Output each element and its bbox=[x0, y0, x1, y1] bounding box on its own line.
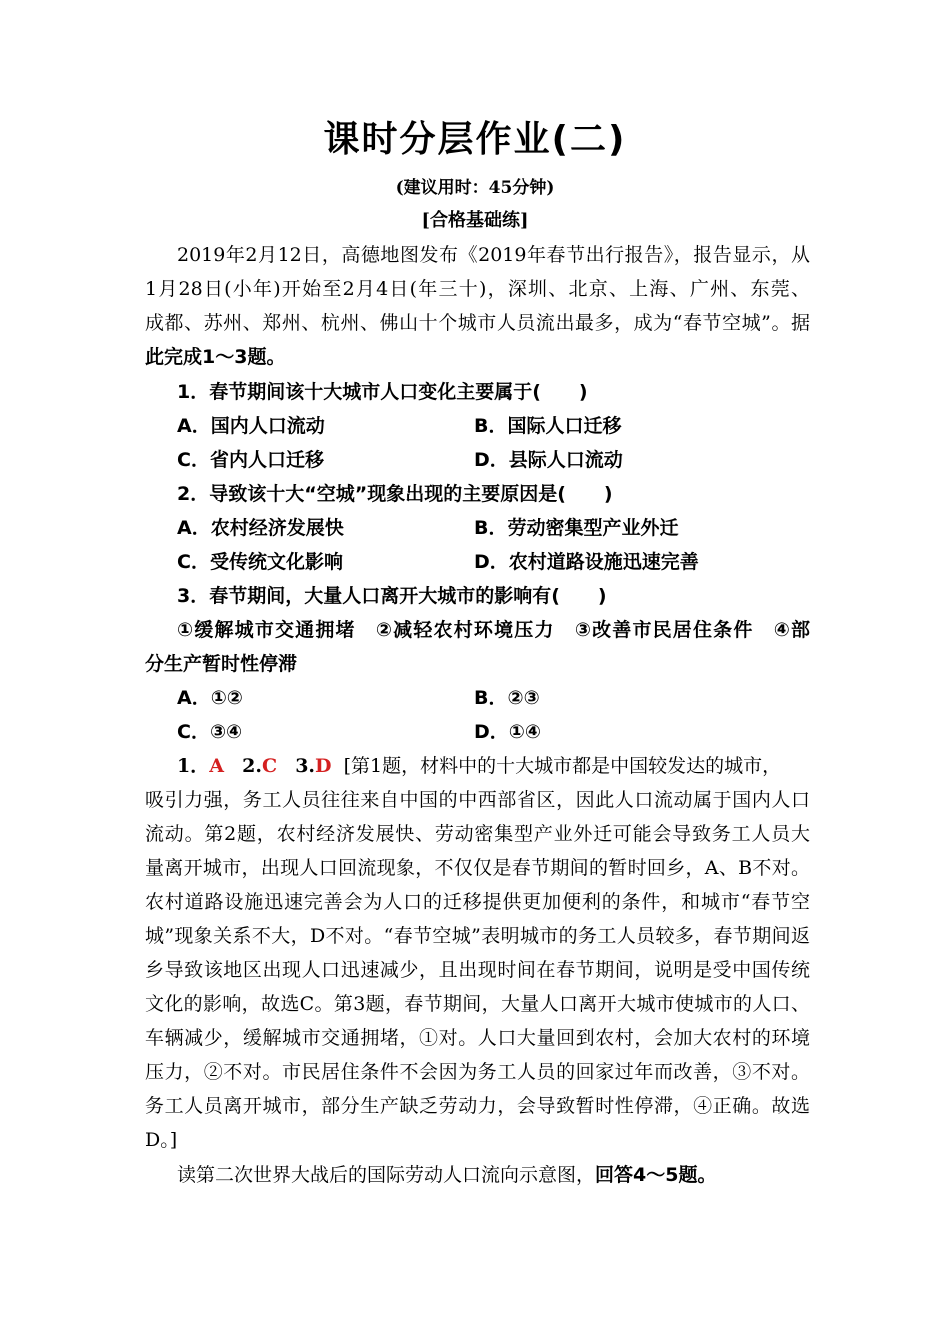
question-3-stem: 3．春节期间，大量人口离开大城市的影响有( ) bbox=[177, 585, 607, 607]
next-intro-range: 回答4～5题。 bbox=[595, 1164, 717, 1186]
q2-option-b: B．劳动密集型产业外迁 bbox=[474, 517, 679, 539]
page-title: 课时分层作业(二) bbox=[323, 119, 627, 160]
next-question-intro bbox=[177, 1162, 810, 1188]
question-1-stem: 1．春节期间该十大城市人口变化主要属于( ) bbox=[177, 381, 588, 403]
explanation-line-5: 农村道路设施迅速完善会为人口的迁移提供更加便利的条件，和城市“春节空 bbox=[145, 891, 810, 913]
intro-line-1: 2019年2月12日，高德地图发布《2019年春节出行报告》，报告显示，从 bbox=[177, 244, 810, 266]
explanation-line-7: 乡导致该地区出现人口迅速减少，且出现时间在春节期间，说明是受中国传统 bbox=[145, 959, 810, 981]
q3-items-line-2: 分生产暂时性停滞 bbox=[145, 653, 298, 675]
question-2-stem: 2．导致该十大“空城”现象出现的主要原因是( ) bbox=[177, 483, 613, 505]
answer-line bbox=[177, 753, 810, 779]
intro-line-2: 1月28日(小年)开始至2月4日(年三十)，深圳、北京、上海、广州、东莞、 bbox=[145, 278, 810, 300]
next-intro-text: 读第二次世界大战后的国际劳动人口流向示意图， bbox=[177, 1164, 596, 1186]
intro-line-3: 成都、苏州、郑州、杭州、佛山十个城市人员流出最多，成为“春节空城”。据 bbox=[145, 312, 810, 334]
explanation-line-10: 压力，②不对。市民居住条件不会因为务工人员的回家过年而改善，③不对。 bbox=[145, 1061, 810, 1083]
q1-option-a: A．国内人口流动 bbox=[177, 415, 325, 437]
q2-option-a: A．农村经济发展快 bbox=[177, 517, 344, 539]
answer-2-number: 2. bbox=[242, 755, 262, 777]
suggested-time: (建议用时：45分钟) bbox=[395, 178, 555, 198]
section-heading: [合格基础练] bbox=[421, 210, 529, 231]
explanation-line-8: 文化的影响，故选C。第3题，春节期间，大量人口离开大城市使城市的人口、 bbox=[145, 993, 810, 1015]
q3-option-b: B．②③ bbox=[474, 687, 540, 709]
q3-option-a: A．①② bbox=[177, 687, 243, 709]
explanation-line-12: D。] bbox=[145, 1129, 178, 1151]
q3-option-c: C．③④ bbox=[177, 721, 243, 743]
answer-2: C bbox=[261, 755, 278, 777]
explanation-line-2: 吸引力强，务工人员往往来自中国的中西部省区，因此人口流动属于国内人口 bbox=[145, 789, 810, 811]
explanation-line-11: 务工人员离开城市，部分生产缺乏劳动力，会导致暂时性停滞，④正确。故选 bbox=[145, 1095, 810, 1117]
explanation-line-1: [第1题，材料中的十大城市都是中国较发达的城市， bbox=[343, 755, 782, 777]
q2-option-d: D．农村道路设施迅速完善 bbox=[474, 551, 699, 573]
q1-option-b: B．国际人口迁移 bbox=[474, 415, 622, 437]
answer-1-number: 1． bbox=[177, 755, 210, 777]
intro-line-4: 此完成1～3题。 bbox=[145, 346, 286, 368]
q2-option-c: C．受传统文化影响 bbox=[177, 551, 343, 573]
q1-option-c: C．省内人口迁移 bbox=[177, 449, 324, 471]
q3-items-line-1: ①缓解城市交通拥堵 ②减轻农村环境压力 ③改善市民居住条件 ④部 bbox=[177, 619, 810, 641]
explanation-line-6: 城”现象关系不大，D不对。“春节空城”表明城市的务工人员较多，春节期间返 bbox=[145, 925, 810, 947]
q1-option-d: D．县际人口流动 bbox=[474, 449, 623, 471]
answer-3: D bbox=[315, 755, 332, 777]
explanation-line-3: 流动。第2题，农村经济发展快、劳动密集型产业外迁可能会导致务工人员大 bbox=[145, 823, 810, 845]
explanation-line-9: 车辆减少，缓解城市交通拥堵，①对。人口大量回到农村，会加大农村的环境 bbox=[145, 1027, 810, 1049]
explanation-line-4: 量离开城市，出现人口回流现象，不仅仅是春节期间的暂时回乡，A、B不对。 bbox=[145, 857, 810, 879]
answer-3-number: 3. bbox=[295, 755, 316, 777]
q3-option-d: D．①④ bbox=[474, 721, 541, 743]
answer-1: A bbox=[209, 755, 224, 777]
